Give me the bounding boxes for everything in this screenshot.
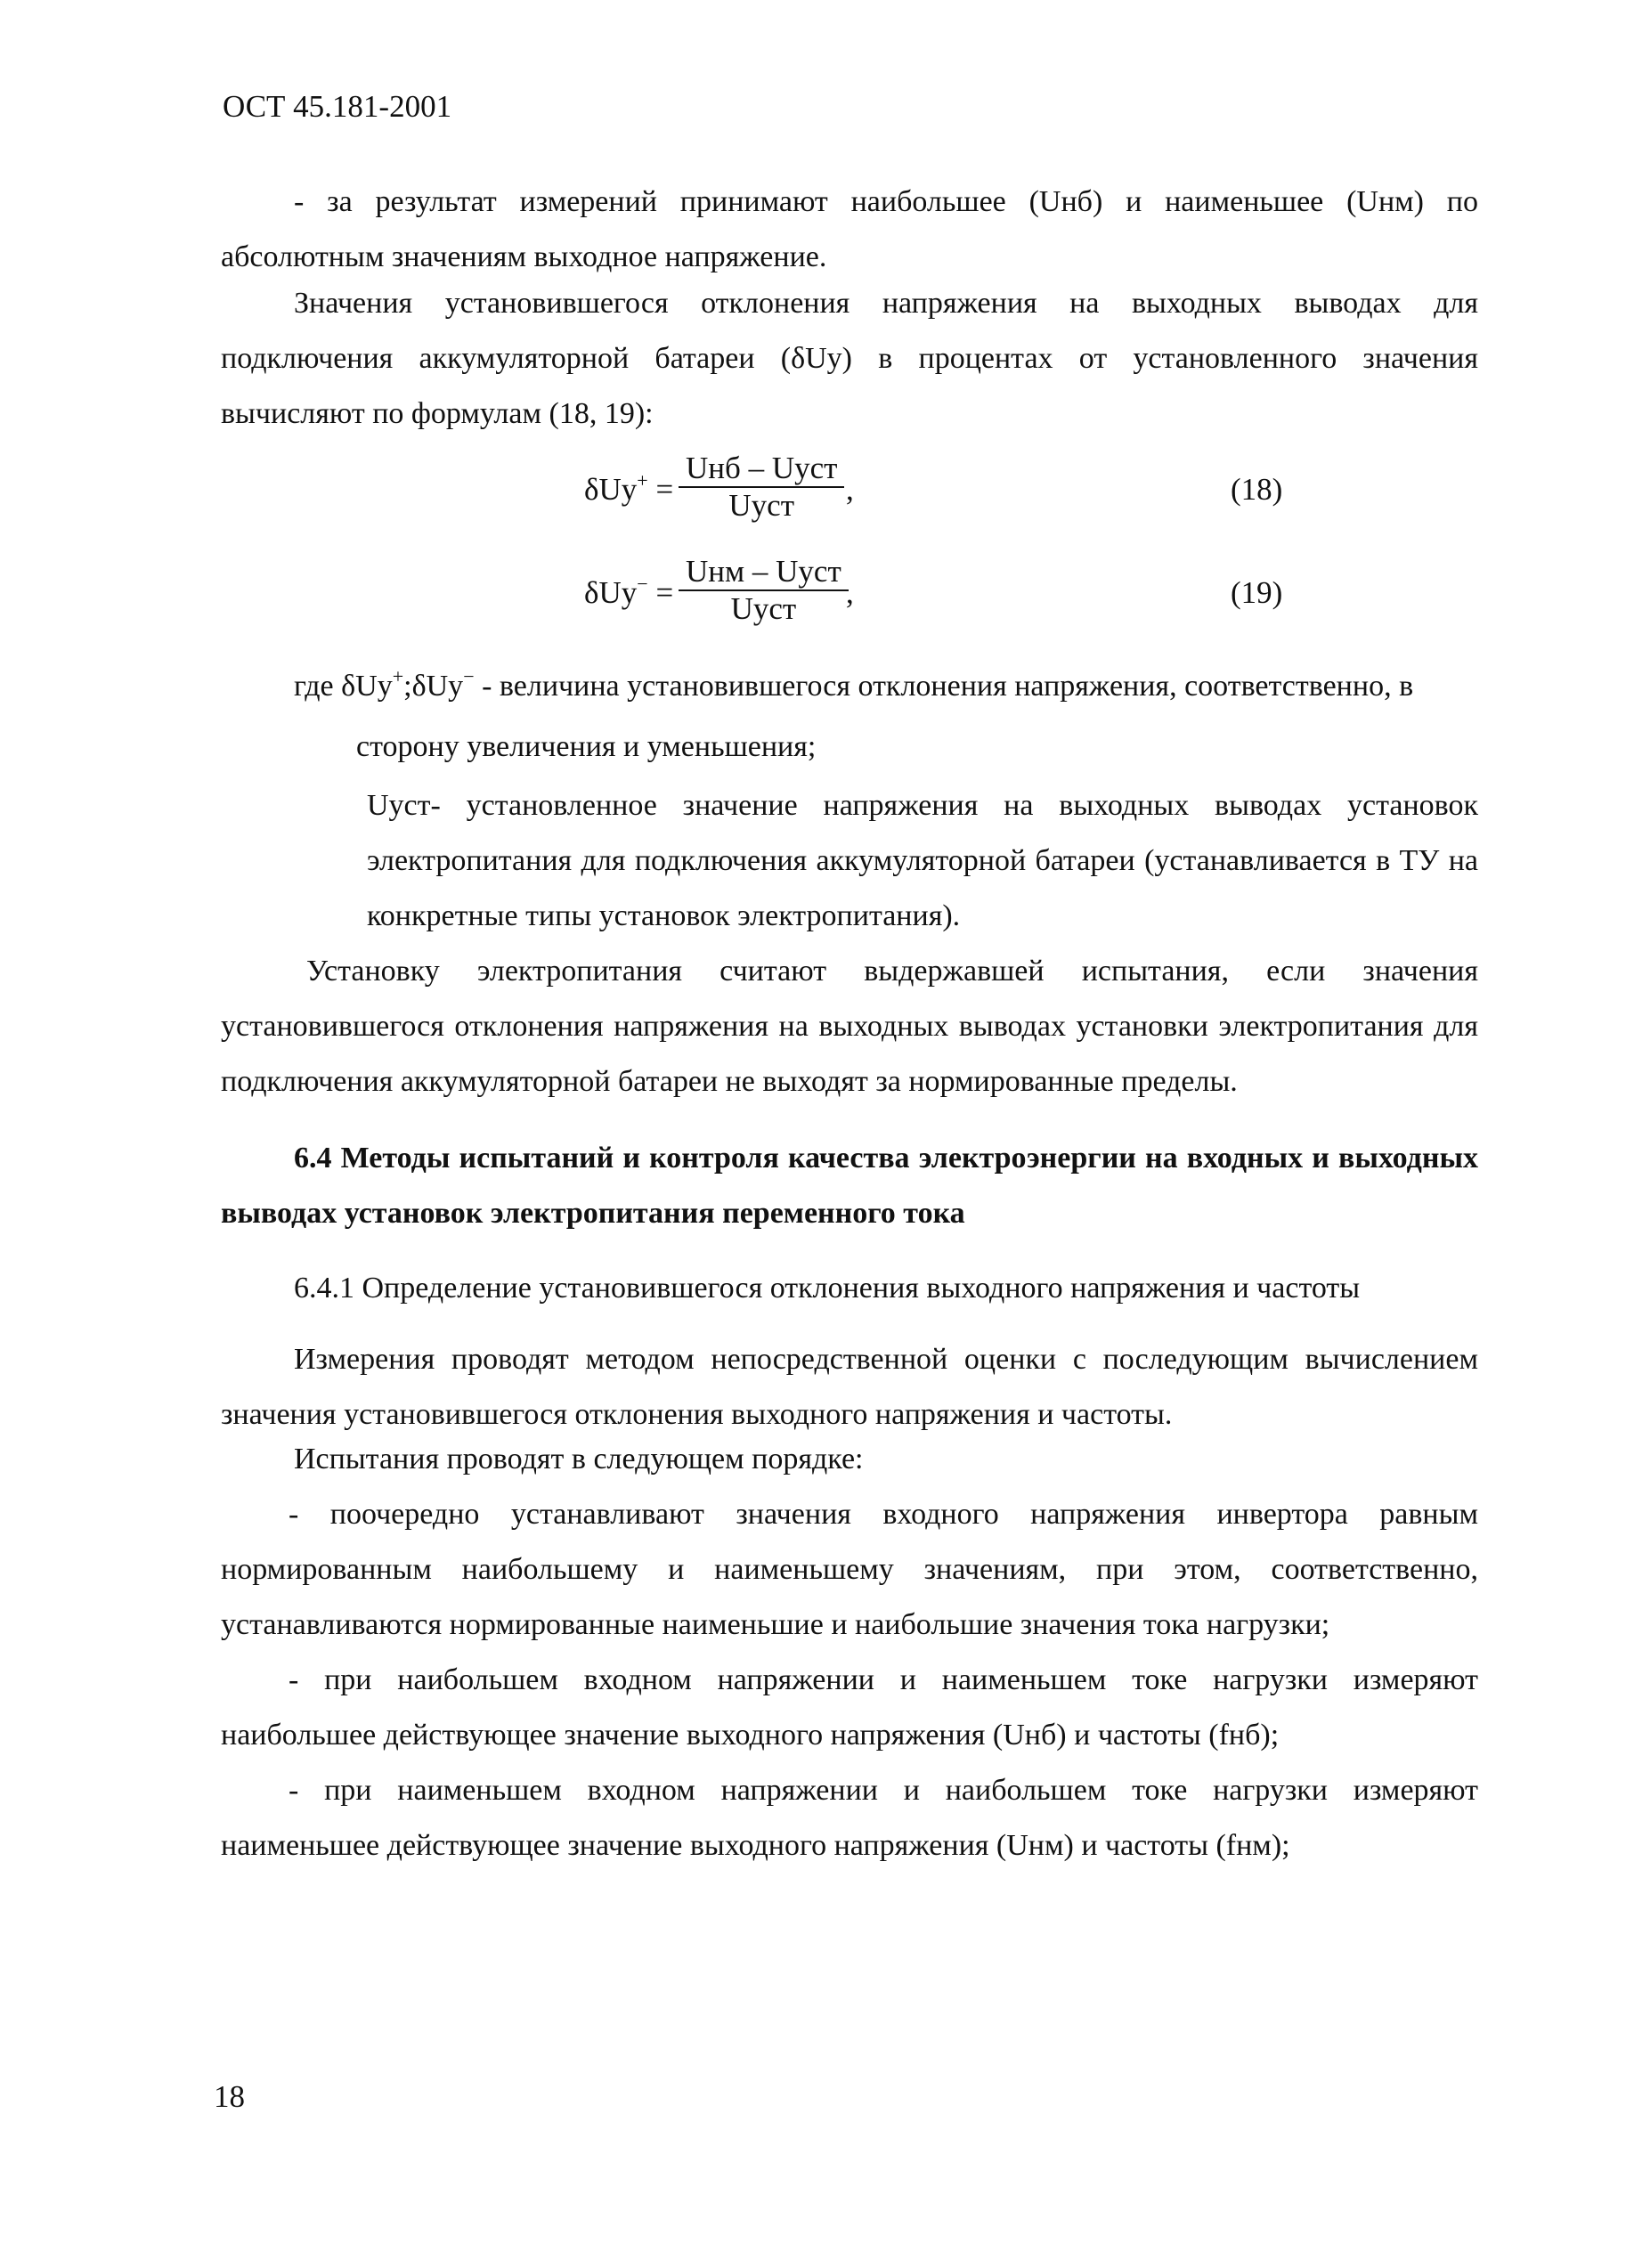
formula-18-denominator: Uуст — [728, 488, 795, 523]
where-definition-line1 — [294, 665, 1414, 703]
document-header: ОСТ 45.181-2001 — [223, 89, 452, 124]
list-item-set-voltage: - поочередно устанавливают значения входного напряжения инвертора равным нормированным наибольшему и наименьшему значениям, при этом, соответственно, устанавливаются нормированные наименьшие и наибольшие значения тока нагрузки; — [221, 1498, 1478, 1641]
paragraph-measurement-method: Измерения проводят методом непосредственной оценки с последующим вычислением значения установившегося отклонения выходного напряжения и частоты. — [221, 1343, 1478, 1431]
formula-19-sup: − — [637, 573, 648, 595]
formula-19-comma: , — [846, 575, 854, 610]
formula-19-numerator: Uнм – Uуст — [679, 554, 849, 591]
where-symbol: δUу+;δUу− — [341, 665, 475, 703]
where-definition-uust: Uуст- установленное значение напряжения на выходных выводах установок электропитания для подключения аккумуляторной батареи (устанавливается в ТУ на конкретные типы установок электропитания). — [367, 789, 1478, 932]
where-prefix: где — [294, 670, 334, 703]
formula-18-lhs: δUу — [584, 472, 638, 507]
paragraph-deviation-intro: Значения установившегося отклонения напряжения на выходных выводах для подключения аккумуляторной батареи (δUу) в процентах от установленного значения вычисляют по формулам (18, 19): — [221, 287, 1478, 430]
document-page: ОСТ 45.181-2001 - за результат измерений принимают наибольшее (Uнб) и наименьшее (Uнм) по абсолютным значениям выходное напряжение. Значения установившегося отклонения напряжения на выходных выводах для подключения аккумуляторной батареи (δUу) в процентах от установленного значения вычисляют по формулам (18, 19): δUу+ = Uнб – Uуст Uуст , (18) δUу− = Uнм – Uуст Uуст , (19) где δUу+;δUу− - величина установившегося отклонения напряжения, соответственно, в сторону увеличения и уменьшения; Uуст- установленное значение напряжения на выходных выводах установок электропитания для подключения аккумуляторной батареи (устанавливается в ТУ на конкретные типы установок электропитания). Установку электропитания считают выдержавшей испытания, если значения установившегося отклонения напряжения на выходных выводах установки электропитания для подключения аккумуляторной батареи не выходят за нормированные пределы. 6.4 Методы испытаний и контроля качества электроэнергии на входных и выходных выводах установок электропитания переменного тока 6.4.1 Определение установившегося отклонения выходного напряжения и частоты Измерения проводят методом непосредственной оценки с последующим вычислением значения установившегося отклонения выходного напряжения и частоты. Испытания проводят в следующем порядке: - поочередно устанавливают значения входного напряжения инвертора равным нормированным наибольшему и наименьшему значениям, при этом, соответственно, устанавливаются нормированные наименьшие и наибольшие значения тока нагрузки; - при наибольшем входном напряжении и наименьшем токе нагрузки измеряют наибольшее действующее значение выходного напряжения (Uнб) и частоты (fнб); - при наименьшем входном напряжении и наибольшем токе нагрузки измеряют наименьшее действующее значение выходного напряжения (Uнм) и частоты (fнм); 18 — [0, 0, 1634, 2268]
formula-19-lhs: δUу — [584, 575, 638, 610]
section-heading-6-4: 6.4 Методы испытаний и контроля качества электроэнергии на входных и выходных выводах установок электропитания переменного тока — [221, 1142, 1478, 1230]
paragraph-test-passed: Установку электропитания считают выдержавшей испытания, если значения установившегося отклонения напряжения на выходных выводах установки электропитания для подключения аккумуляторной батареи не выходят за нормированные пределы. — [221, 955, 1478, 1098]
list-item-min-voltage: - при наименьшем входном напряжении и наибольшем токе нагрузки измеряют наименьшее действующее значение выходного напряжения (Uнм) и частоты (fнм); — [221, 1774, 1478, 1862]
formula-18-numerator: Uнб – Uуст — [679, 451, 844, 488]
subsection-heading-6-4-1: 6.4.1 Определение установившегося отклонения выходного напряжения и частоты — [294, 1272, 1361, 1305]
paragraph-test-order: Испытания проводят в следующем порядке: — [294, 1443, 864, 1475]
paragraph-measurement-result: - за результат измерений принимают наибольшее (Uнб) и наименьшее (Uнм) по абсолютным значениям выходное напряжение. — [221, 185, 1478, 273]
where-def1-line2: сторону увеличения и уменьшения; — [356, 730, 817, 763]
formula-18-sup: + — [637, 469, 648, 492]
list-item-max-voltage: - при наибольшем входном напряжении и наименьшем токе нагрузки измеряют наибольшее действующее значение выходного напряжения (Uнб) и частоты (fнб); — [221, 1663, 1478, 1752]
where-def1-line1: - величина установившегося отклонения напряжения, соответственно, в — [474, 670, 1414, 703]
page-number: 18 — [214, 2079, 245, 2114]
formula-19-number: (19) — [1231, 575, 1283, 610]
formula-18-comma: , — [846, 472, 854, 507]
formula-18-number: (18) — [1231, 472, 1283, 507]
formula-19-denominator: Uуст — [730, 591, 797, 626]
